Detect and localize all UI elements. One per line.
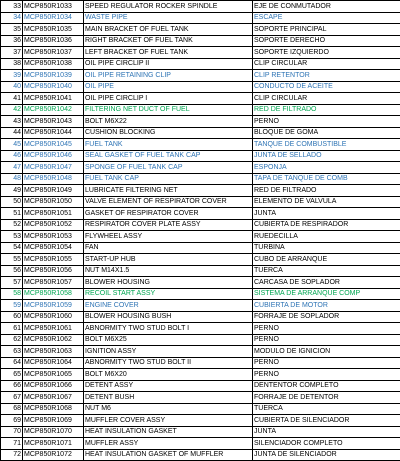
part-description-spanish: CLIP RETENTOR xyxy=(253,70,400,82)
table-row xyxy=(1,12,400,24)
part-description: OIL PIPE CIRCLIP II xyxy=(84,58,253,70)
part-description-spanish: SOPORTE PRINCIPAL xyxy=(253,24,400,36)
table-row xyxy=(1,173,400,185)
part-description-spanish: ELEMENTO DE VALVULA xyxy=(253,196,400,208)
row-number: 37 xyxy=(1,47,23,59)
row-number: 67 xyxy=(1,392,23,404)
part-description-spanish: FORRAJE DE SOPLADOR xyxy=(253,311,400,323)
part-description-spanish: PERNO xyxy=(253,116,400,128)
part-code: MCP850R1059 xyxy=(23,300,84,312)
row-number: 64 xyxy=(1,357,23,369)
part-description-spanish: CARCASA DE SOPLADOR xyxy=(253,277,400,289)
part-code: MCP850R1064 xyxy=(23,357,84,369)
part-description: DETENT BUSH xyxy=(84,392,253,404)
part-description-spanish: ESPONJA xyxy=(253,162,400,174)
part-description: FLYWHEEL ASSY xyxy=(84,231,253,243)
part-description: FUEL TANK CAP xyxy=(84,173,253,185)
row-number: 52 xyxy=(1,219,23,231)
row-number: 60 xyxy=(1,311,23,323)
part-description-spanish: CLIP CIRCULAR xyxy=(253,93,400,105)
table-row xyxy=(1,323,400,335)
part-description: BLOWER HOUSING BUSH xyxy=(84,311,253,323)
row-number: 56 xyxy=(1,265,23,277)
row-number: 58 xyxy=(1,288,23,300)
part-code: MCP850R1044 xyxy=(23,127,84,139)
part-description: HEAT INSULATION GASKET OF MUFFLER xyxy=(84,449,253,461)
part-code: MCP850R1036 xyxy=(23,35,84,47)
row-number: 41 xyxy=(1,93,23,105)
row-number: 63 xyxy=(1,346,23,358)
table-row xyxy=(1,208,400,220)
row-number: 55 xyxy=(1,254,23,266)
part-description-spanish: FORRAJE DE DETENTOR xyxy=(253,392,400,404)
part-description: BOLT M6X20 xyxy=(84,369,253,381)
row-number: 54 xyxy=(1,242,23,254)
part-code: MCP850R1063 xyxy=(23,346,84,358)
part-code: MCP850R1035 xyxy=(23,24,84,36)
part-description: DETENT ASSY xyxy=(84,380,253,392)
part-description: SPEED REGULATOR ROCKER SPINDLE xyxy=(84,1,253,13)
part-code: MCP850R1043 xyxy=(23,116,84,128)
table-row xyxy=(1,380,400,392)
part-code: MCP850R1061 xyxy=(23,323,84,335)
part-description: MAIN BRACKET OF FUEL TANK xyxy=(84,24,253,36)
part-code: MCP850R1058 xyxy=(23,288,84,300)
part-description: RESPIRATOR COVER PLATE ASSY xyxy=(84,219,253,231)
part-code: MCP850R1050 xyxy=(23,196,84,208)
table-row xyxy=(1,231,400,243)
part-description-spanish: SOPORTE IZQUIERDO xyxy=(253,47,400,59)
part-code: MCP850R1041 xyxy=(23,93,84,105)
table-row xyxy=(1,311,400,323)
table-row xyxy=(1,104,400,116)
table-row xyxy=(1,127,400,139)
row-number: 59 xyxy=(1,300,23,312)
table-row xyxy=(1,265,400,277)
part-description: OIL PIPE RETAINING CLIP xyxy=(84,70,253,82)
part-code: MCP850R1049 xyxy=(23,185,84,197)
part-description: SPONGE OF FUEL TANK CAP xyxy=(84,162,253,174)
part-description-spanish: JUNTA DE SELLADO xyxy=(253,150,400,162)
table-row xyxy=(1,150,400,162)
part-code: MCP850R1070 xyxy=(23,426,84,438)
part-description: SEAL GASKET OF FUEL TANK CAP xyxy=(84,150,253,162)
table-row xyxy=(1,139,400,151)
part-description-spanish: PERNO xyxy=(253,357,400,369)
part-code: MCP850R1067 xyxy=(23,392,84,404)
part-code: MCP850R1069 xyxy=(23,415,84,427)
row-number: 36 xyxy=(1,35,23,47)
part-code: MCP850R1051 xyxy=(23,208,84,220)
part-description-spanish: CONDUCTO DE ACEITE xyxy=(253,81,400,93)
part-code: MCP850R1037 xyxy=(23,47,84,59)
part-code: MCP850R1057 xyxy=(23,277,84,289)
part-description: HEAT INSULATION GASKET xyxy=(84,426,253,438)
part-description-spanish: PERNO xyxy=(253,369,400,381)
row-number: 62 xyxy=(1,334,23,346)
table-row xyxy=(1,116,400,128)
row-number: 40 xyxy=(1,81,23,93)
row-number: 47 xyxy=(1,162,23,174)
row-number: 33 xyxy=(1,1,23,13)
row-number: 35 xyxy=(1,24,23,36)
part-code: MCP850R1039 xyxy=(23,70,84,82)
part-code: MCP850R1053 xyxy=(23,231,84,243)
part-description: LUBRICATE FILTERING NET xyxy=(84,185,253,197)
part-description: BLOWER HOUSING xyxy=(84,277,253,289)
part-description-spanish: EJE DE CONMUTADOR xyxy=(253,1,400,13)
part-description-spanish: RUEDECILLA xyxy=(253,231,400,243)
part-description: LEFT BRACKET OF FUEL TANK xyxy=(84,47,253,59)
row-number: 61 xyxy=(1,323,23,335)
part-description: MUFFLER COVER ASSY xyxy=(84,415,253,427)
row-number: 66 xyxy=(1,380,23,392)
part-code: MCP850R1065 xyxy=(23,369,84,381)
table-row xyxy=(1,242,400,254)
table-row xyxy=(1,47,400,59)
part-description: NUT M14X1.5 xyxy=(84,265,253,277)
part-description: OIL PIPE xyxy=(84,81,253,93)
part-code: MCP850R1056 xyxy=(23,265,84,277)
part-code: MCP850R1034 xyxy=(23,12,84,24)
table-row xyxy=(1,254,400,266)
part-description-spanish: RED DE FILTRADO xyxy=(253,104,400,116)
part-code: MCP850R1047 xyxy=(23,162,84,174)
row-number: 53 xyxy=(1,231,23,243)
row-number: 65 xyxy=(1,369,23,381)
part-code: MCP850R1071 xyxy=(23,438,84,450)
part-description: FUEL TANK xyxy=(84,139,253,151)
part-description-spanish: JUNTA xyxy=(253,208,400,220)
part-description-spanish: TURBINA xyxy=(253,242,400,254)
row-number: 38 xyxy=(1,58,23,70)
table-row xyxy=(1,288,400,300)
part-code: MCP850R1055 xyxy=(23,254,84,266)
table-row xyxy=(1,300,400,312)
table-row xyxy=(1,357,400,369)
row-number: 71 xyxy=(1,438,23,450)
part-description: OIL PIPE CIRCLIP I xyxy=(84,93,253,105)
part-code: MCP850R1038 xyxy=(23,58,84,70)
table-row xyxy=(1,219,400,231)
part-code: MCP850R1068 xyxy=(23,403,84,415)
part-description-spanish: TUERCA xyxy=(253,403,400,415)
part-description-spanish: RED DE FILTRADO xyxy=(253,185,400,197)
part-code: MCP850R1052 xyxy=(23,219,84,231)
row-number: 42 xyxy=(1,104,23,116)
part-description-spanish: MODULO DE IGNICION xyxy=(253,346,400,358)
part-description-spanish: PERNO xyxy=(253,323,400,335)
part-description-spanish: TAPA DE TANQUE DE COMB xyxy=(253,173,400,185)
table-row xyxy=(1,58,400,70)
table-row xyxy=(1,392,400,404)
part-description: CUSHION BLOCKING xyxy=(84,127,253,139)
part-description: ABNORMITY TWO STUD BOLT II xyxy=(84,357,253,369)
part-description: VALVE ELEMENT OF RESPIRATOR COVER xyxy=(84,196,253,208)
row-number: 48 xyxy=(1,173,23,185)
table-row xyxy=(1,403,400,415)
table-row xyxy=(1,438,400,450)
part-description: FAN xyxy=(84,242,253,254)
table-row xyxy=(1,196,400,208)
table-row xyxy=(1,35,400,47)
part-code: MCP850R1033 xyxy=(23,1,84,13)
part-code: MCP850R1060 xyxy=(23,311,84,323)
part-description-spanish: BLOQUE DE GOMA xyxy=(253,127,400,139)
row-number: 70 xyxy=(1,426,23,438)
part-description: ABNORMITY TWO STUD BOLT I xyxy=(84,323,253,335)
part-description: FILTERING NET DUCT OF FUEL xyxy=(84,104,253,116)
part-description-spanish: PERNO xyxy=(253,334,400,346)
row-number: 34 xyxy=(1,12,23,24)
table-row xyxy=(1,277,400,289)
part-description-spanish: SOPORTE DERECHO xyxy=(253,35,400,47)
row-number: 43 xyxy=(1,116,23,128)
table-row xyxy=(1,449,400,461)
row-number: 44 xyxy=(1,127,23,139)
part-code: MCP850R1040 xyxy=(23,81,84,93)
part-code: MCP850R1072 xyxy=(23,449,84,461)
part-code: MCP850R1062 xyxy=(23,334,84,346)
row-number: 39 xyxy=(1,70,23,82)
table-row xyxy=(1,185,400,197)
part-description-spanish: CUBO DE ARRANQUE xyxy=(253,254,400,266)
row-number: 57 xyxy=(1,277,23,289)
part-description-spanish: JUNTA DE SILENCIADOR xyxy=(253,449,400,461)
table-row xyxy=(1,346,400,358)
part-description: BOLT M6X25 xyxy=(84,334,253,346)
part-description-spanish: CUBIERTA DE RESPIRADOR xyxy=(253,219,400,231)
part-code: MCP850R1048 xyxy=(23,173,84,185)
row-number: 46 xyxy=(1,150,23,162)
table-row xyxy=(1,369,400,381)
part-description-spanish: SISTEMA DE ARRANQUE COMP xyxy=(253,288,400,300)
row-number: 49 xyxy=(1,185,23,197)
part-code: MCP850R1066 xyxy=(23,380,84,392)
part-description-spanish: CUBIERTA DE MOTOR xyxy=(253,300,400,312)
table-row xyxy=(1,93,400,105)
table-row xyxy=(1,81,400,93)
row-number: 72 xyxy=(1,449,23,461)
table-row xyxy=(1,162,400,174)
part-description-spanish: CLIP CIRCULAR xyxy=(253,58,400,70)
part-description-spanish: DENTENTOR COMPLETO xyxy=(253,380,400,392)
part-description: MUFFLER ASSY xyxy=(84,438,253,450)
row-number: 51 xyxy=(1,208,23,220)
part-description-spanish: SILENCIADOR COMPLETO xyxy=(253,438,400,450)
part-description: ENGINE COVER xyxy=(84,300,253,312)
part-code: MCP850R1042 xyxy=(23,104,84,116)
part-description-spanish: TANQUE DE COMBUSTIBLE xyxy=(253,139,400,151)
part-description-spanish: TUERCA xyxy=(253,265,400,277)
row-number: 45 xyxy=(1,139,23,151)
table-row xyxy=(1,1,400,13)
part-description: GASKET OF RESPIRATOR COVER xyxy=(84,208,253,220)
table-row xyxy=(1,426,400,438)
table-row xyxy=(1,415,400,427)
part-description: START-UP HUB xyxy=(84,254,253,266)
part-description-spanish: JUNTA xyxy=(253,426,400,438)
parts-table-body xyxy=(1,1,400,461)
part-description: IGNITION ASSY xyxy=(84,346,253,358)
table-row xyxy=(1,334,400,346)
part-description: RIGHT BRACKET OF FUEL TANK xyxy=(84,35,253,47)
part-code: MCP850R1045 xyxy=(23,139,84,151)
row-number: 68 xyxy=(1,403,23,415)
part-code: MCP850R1046 xyxy=(23,150,84,162)
part-code: MCP850R1054 xyxy=(23,242,84,254)
table-row xyxy=(1,70,400,82)
part-description: NUT M6 xyxy=(84,403,253,415)
part-description: BOLT M6X22 xyxy=(84,116,253,128)
row-number: 50 xyxy=(1,196,23,208)
table-row xyxy=(1,24,400,36)
part-description-spanish: ESCAPE xyxy=(253,12,400,24)
row-number: 69 xyxy=(1,415,23,427)
part-description: RECOIL START ASSY xyxy=(84,288,253,300)
part-description: WASTE PIPE xyxy=(84,12,253,24)
part-description-spanish: CUBIERTA DE SILENCIADOR xyxy=(253,415,400,427)
